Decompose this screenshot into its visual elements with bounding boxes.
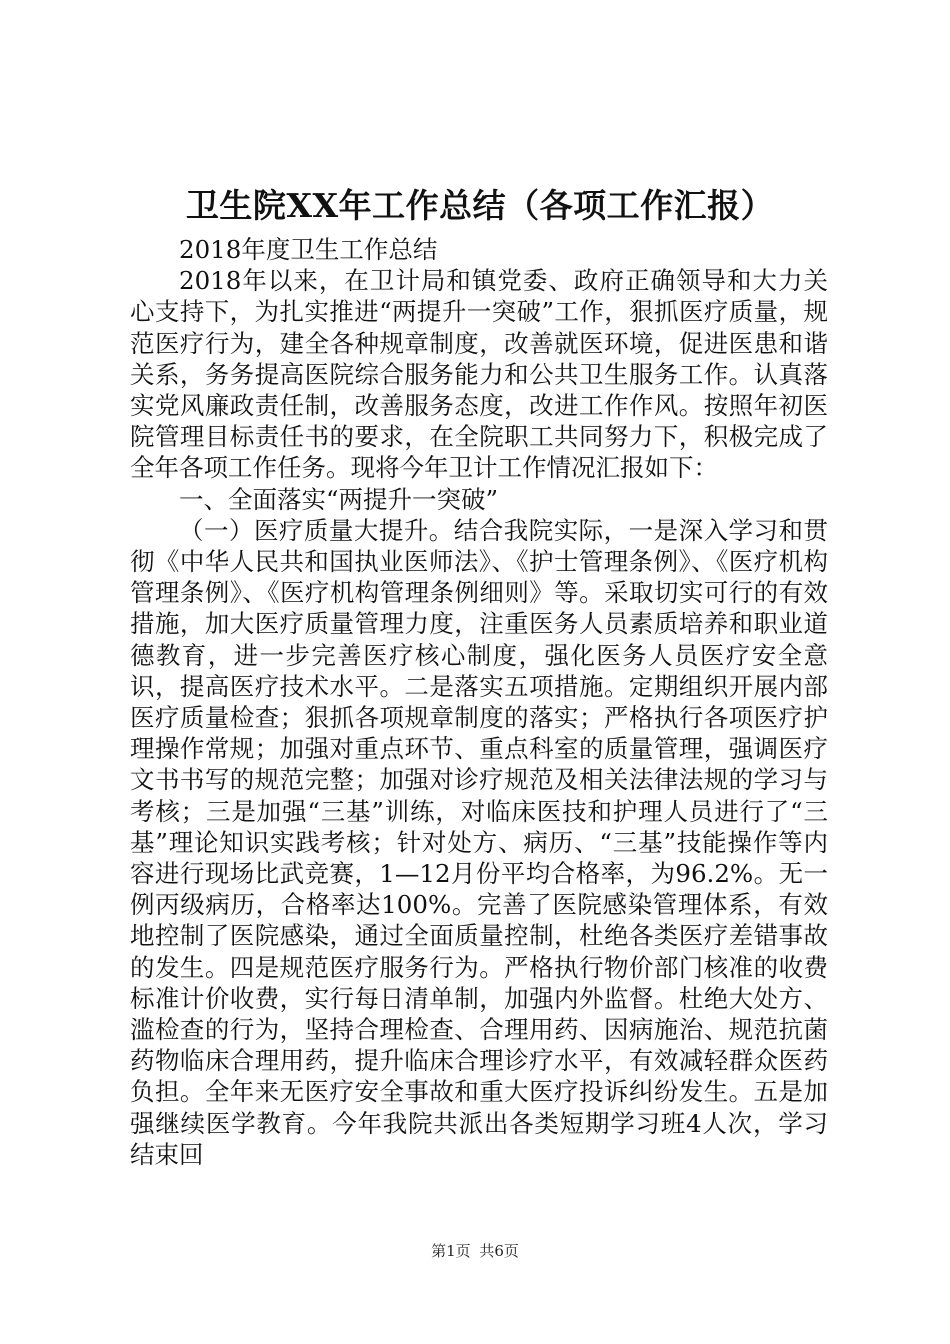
- page-total: 共6页: [479, 1242, 519, 1260]
- section-paragraph: （一）医疗质量大提升。结合我院实际，一是深入学习和贯彻《中华人民共和国执业医师法》、《护士管理条例》、《医疗机构管理条例》、《医疗机构管理条例细则》等。采取切实可行的有效措施，加大医疗质量管理力度，注重医务人员素质培养和职业道德教育，进一步完善医疗核心制度，强化医务人员医疗安全意识，提高医疗技术水平。二是落实五项措施。定期组织开展内部医疗质量检查；狠抓各项规章制度的落实；严格执行各项医疗护理操作常规；加强对重点环节、重点科室的质量管理，强调医疗文书书写的规范完整；加强对诊疗规范及相关法律法规的学习与考核；三是加强“三基”训练，对临床医技和护理人员进行了“三基”理论知识实践考核；针对处方、病历、“三基”技能操作等内容进行现场比武竞赛，1—12月份平均合格率，为96.2%。无一例丙级病历，合格率达100%。完善了医院感染管理体系，有效地控制了医院感染，通过全面质量控制，杜绝各类医疗差错事故的发生。四是规范医疗服务行为。严格执行物价部门核准的收费标准计价收费，实行每日清单制，加强内外监督。杜绝大处方、滥检查的行为，坚持合理检查、合理用药、因病施治、规范抗菌药物临床合理用药，提升临床合理诊疗水平，有效减轻群众医药负担。全年来无医疗安全事故和重大医疗投诉纠纷发生。五是加强继续医学教育。今年我院共派出各类短期学习班4人次，学习结束回: [130, 515, 828, 1169]
- page-number: 第1页: [431, 1242, 471, 1260]
- document-title: 卫生院XX年工作总结（各项工作汇报）: [185, 186, 775, 225]
- intro-paragraph: 2018年以来，在卫计局和镇党委、政府正确领导和大力关心支持下，为扎实推进“两提升一突破”工作，狠抓医疗质量，规范医疗行为，建全各种规章制度，改善就医环境，促进医患和谐关系，务务提高医院综合服务能力和公共卫生服务工作。认真落实党风廉政责任制，改善服务态度，改进工作作风。按照年初医院管理目标责任书的要求，在全院职工共同努力下，积极完成了全年各项工作任务。现将今年卫计工作情况汇报如下：: [130, 266, 828, 483]
- subtitle-paragraph: 2018年度卫生工作总结: [179, 235, 438, 264]
- page-footer: [0, 1240, 950, 1261]
- section-heading: 一、全面落实“两提升一突破”: [179, 484, 499, 514]
- document-body: [130, 234, 828, 1170]
